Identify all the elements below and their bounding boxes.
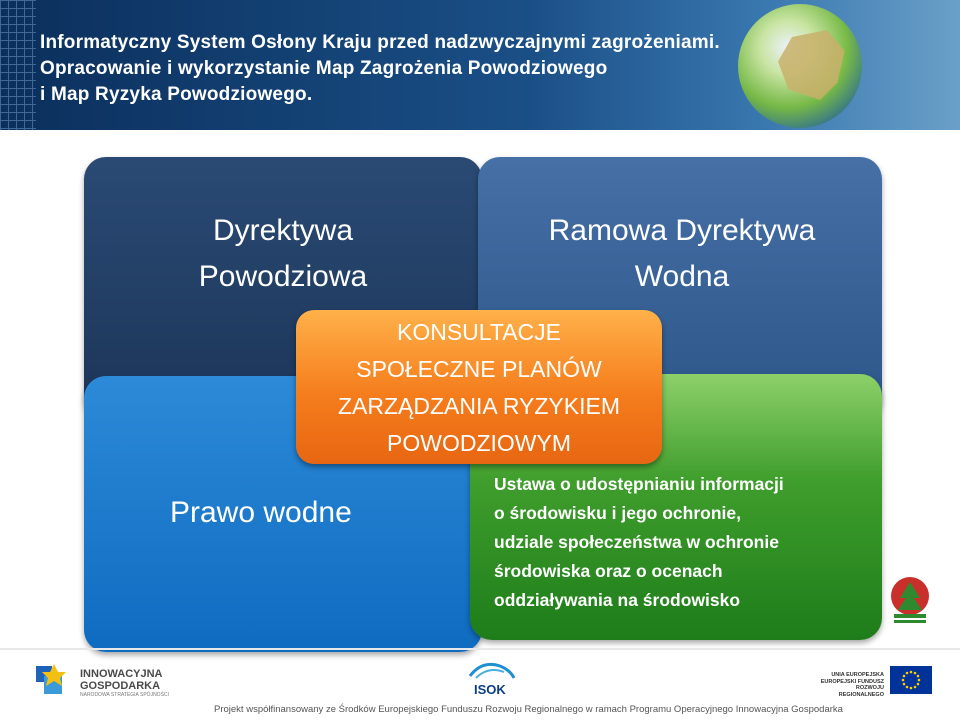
banner-title-line-1: Informatyczny System Osłony Kraju przed nadzwyczajnymi zagrożeniami. xyxy=(40,32,720,53)
ustawa-line-2: o środowisku i jego ochronie, xyxy=(494,503,741,523)
eu-flag-icon xyxy=(890,666,932,694)
project-funding-text: Projekt współfinansowany ze Środków Europejskiego Funduszu Rozwoju Regionalnego w ramach Programu Operacyjnego Innowacyjna Gospodarka xyxy=(214,704,843,715)
footer-divider xyxy=(0,648,960,650)
ustawa-label xyxy=(494,470,784,615)
ue-line-3: ROZWOJU REGIONALNEGO xyxy=(838,685,884,698)
ustawa-line-3: udziale społeczeństwa w ochronie xyxy=(494,532,779,552)
gospodarka-text: GOSPODARKA xyxy=(80,680,161,692)
forest-emblem-icon xyxy=(888,576,932,626)
strategia-text: NARODOWA STRATEGIA SPÓJNOŚCI xyxy=(80,692,169,698)
innowacyjna-gospodarka-text xyxy=(80,668,163,692)
prawo-wodne-label: Prawo wodne xyxy=(170,496,352,529)
banner-title-line-3: i Map Ryzyka Powodziowego. xyxy=(40,84,313,105)
dyrektywa-line-2: Powodziowa xyxy=(198,260,368,293)
banner-title-line-2: Opracowanie i wykorzystanie Map Zagrożenia Powodziowego xyxy=(40,58,608,79)
dyrektywa-powodziowa-label xyxy=(86,208,480,300)
ramowa-line-1: Ramowa Dyrektywa xyxy=(548,214,816,247)
ue-line-1: UNIA EUROPEJSKA xyxy=(831,672,884,678)
ramowa-line-2: Wodna xyxy=(634,260,730,293)
unia-europejska-text xyxy=(820,672,884,698)
konsultacje-line-3: ZARZĄDZANIA RYZYKIEM xyxy=(337,393,620,419)
ustawa-line-4: środowiska oraz o ocenach xyxy=(494,561,723,581)
konsultacje-line-1: KONSULTACJE xyxy=(396,319,561,345)
ustawa-line-5: oddziaływania na środowisko xyxy=(494,590,741,610)
innowacyjna-text: INNOWACYJNA xyxy=(80,668,163,680)
ramowa-dyrektywa-wodna-label xyxy=(480,208,884,300)
ustawa-line-1: Ustawa o udostępnianiu informacji xyxy=(494,474,784,494)
konsultacje-label xyxy=(296,314,662,462)
innowacyjna-gospodarka-logo-icon xyxy=(34,660,74,700)
isok-text: ISOK xyxy=(474,682,506,697)
ue-line-2: EUROPEJSKI FUNDUSZ xyxy=(820,678,884,685)
konsultacje-line-2: SPOŁECZNE PLANÓW xyxy=(356,356,602,382)
banner-title xyxy=(40,30,720,108)
banner-grid-decoration xyxy=(0,0,36,130)
dyrektywa-line-1: Dyrektywa xyxy=(212,214,354,247)
konsultacje-line-4: POWODZIOWYM xyxy=(387,430,571,456)
